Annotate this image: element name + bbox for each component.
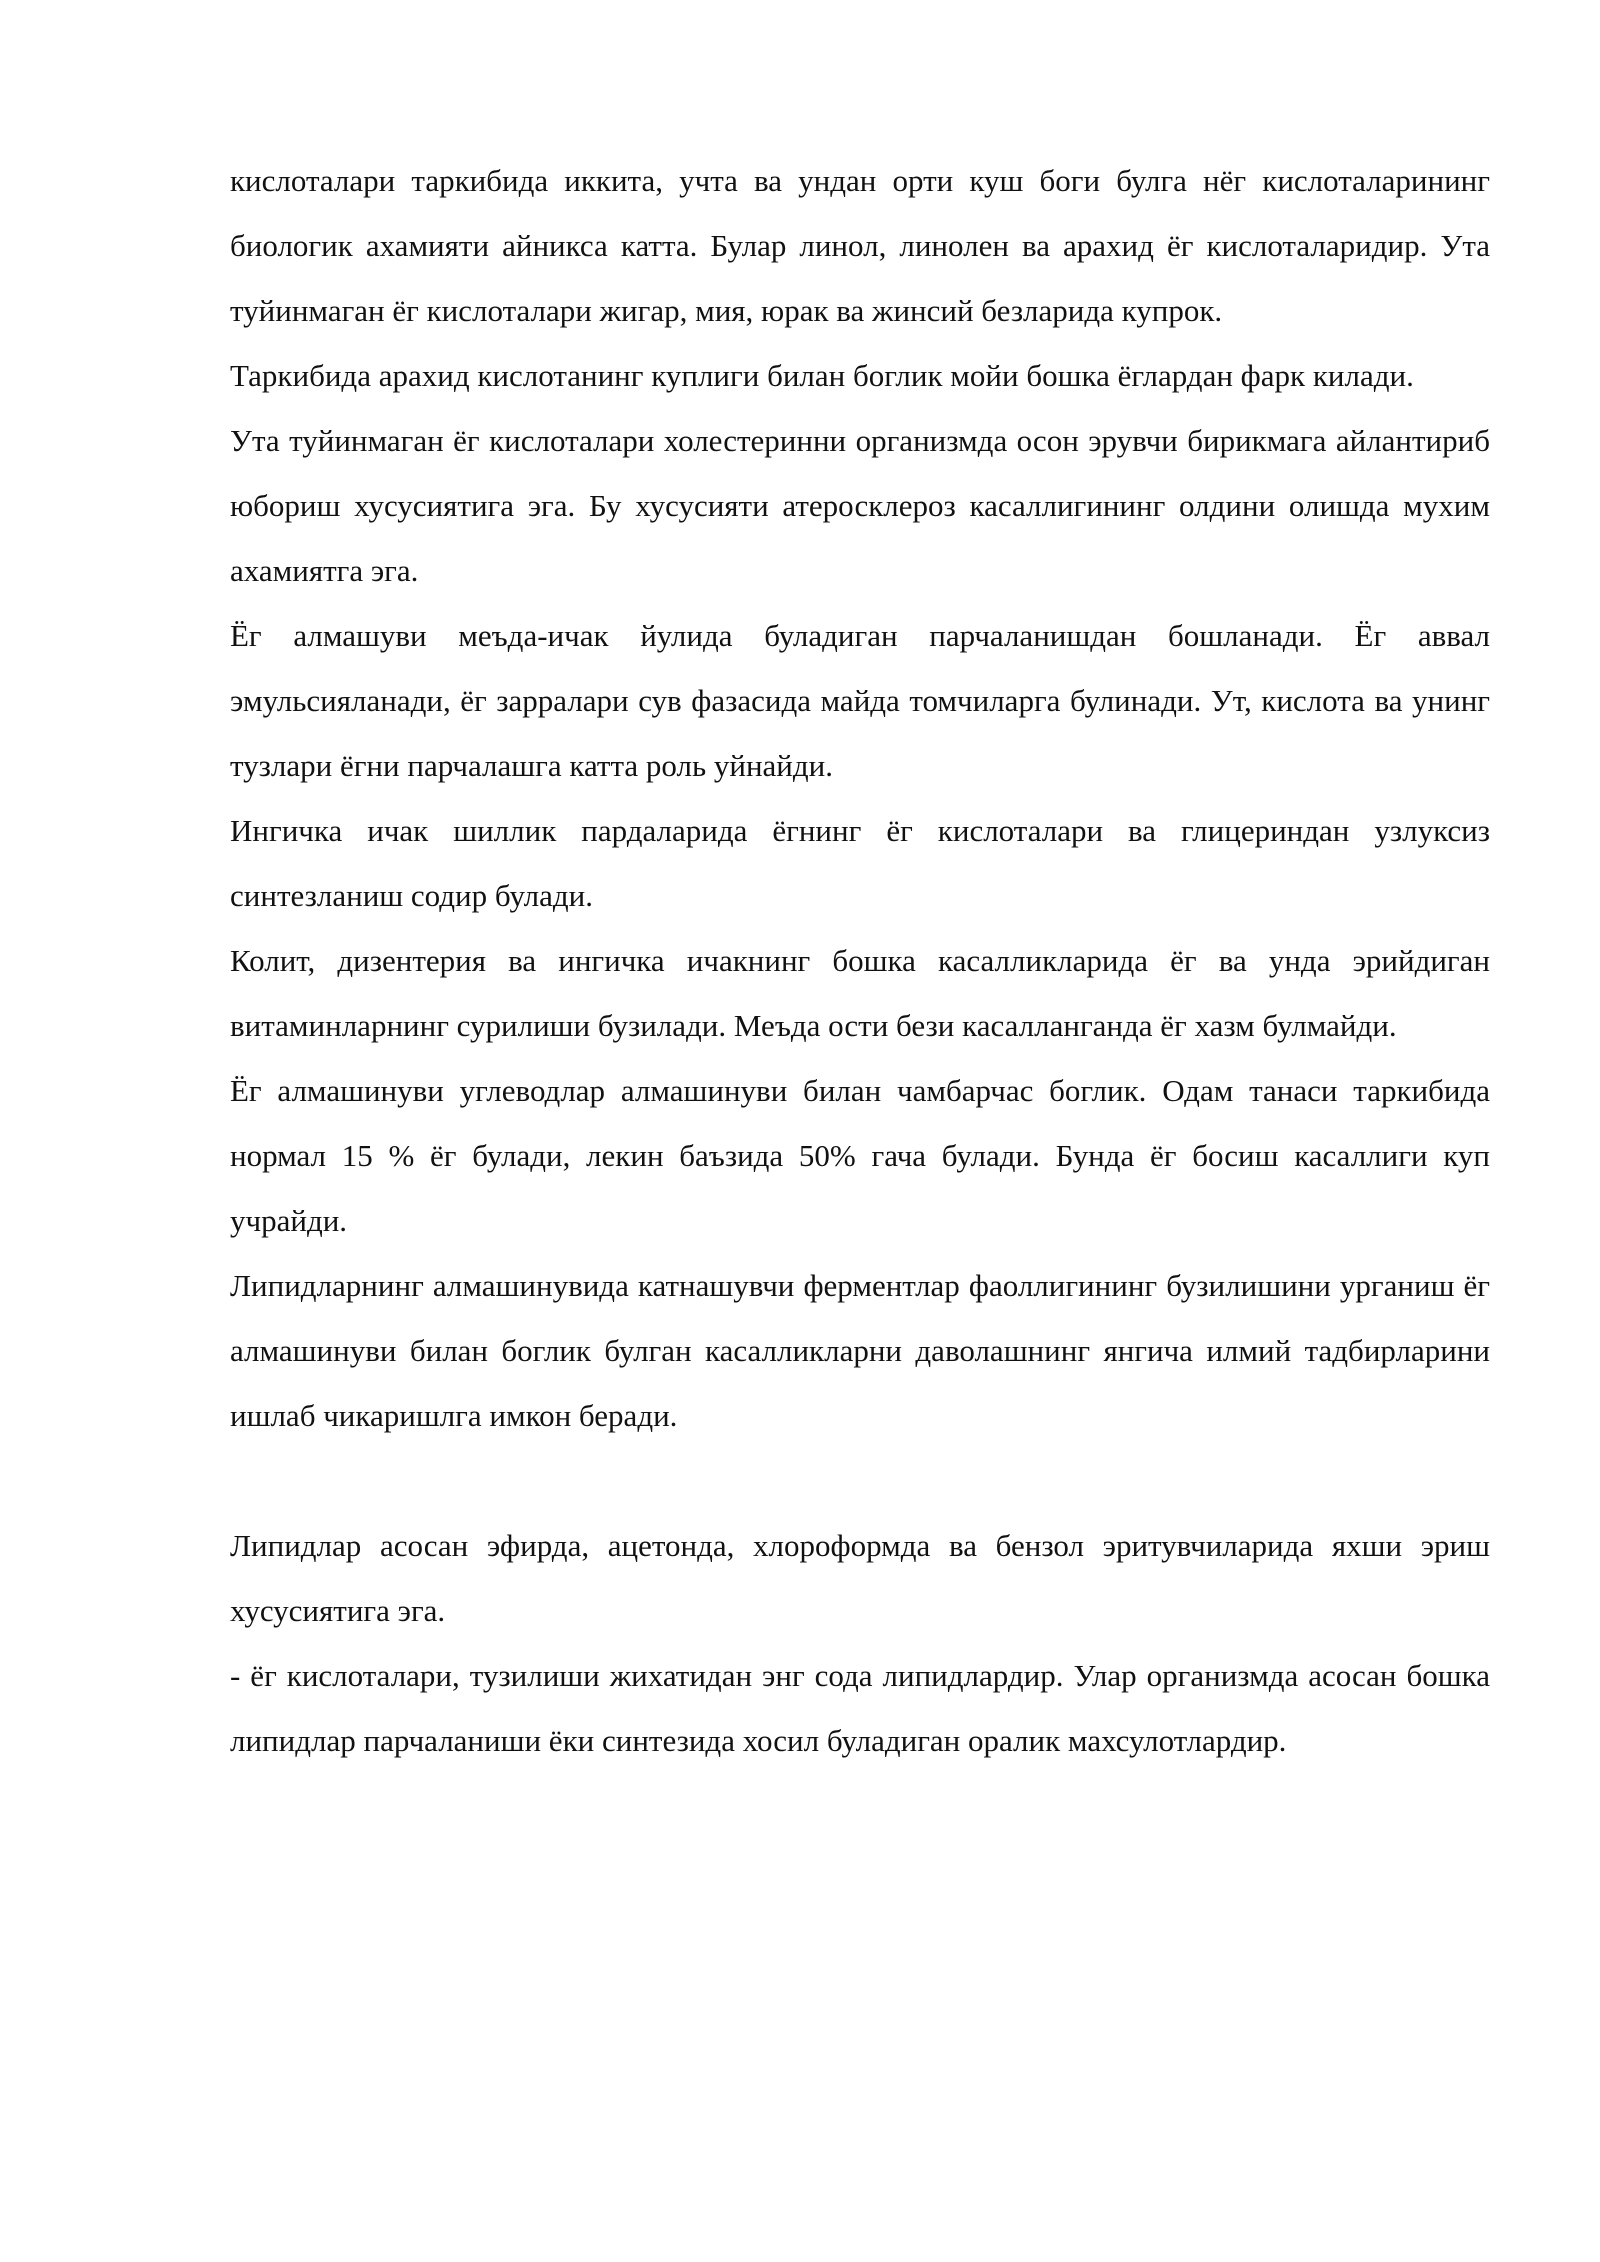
paragraph-9: Липидлар асосан эфирда, ацетонда, хлороформда ва бензол эритувчиларида яхши эриш хусусиятига эга. [230, 1528, 1490, 1628]
paragraph-6: Колит, дизентерия ва ингичка ичакнинг бошка касалликларида ёг ва унда эрийдиган витаминларнинг сурилиши бузилади. Меъда ости бези касалланганда ёг хазм булмайди. [230, 943, 1490, 1043]
paragraph-3: Ута туйинмаган ёг кислоталари холестеринни организмда осон эрувчи бирикмага айлантириб юбориш хусусиятига эга. Бу хусусияти атеросклероз касаллигининг олдини олишда мухим ахамиятга эга. [230, 423, 1490, 588]
paragraph-1: кислоталари таркибида иккита, учта ва ундан орти куш боги булга нёг кислоталарининг биологик ахамияти айникса катта. Булар линол, линолен ва арахид ёг кислоталаридир. Ута туйинмаган ёг кислоталари жигар, мия, юрак ва жинсий безларида купрок. [230, 163, 1490, 328]
paragraph-4: Ёг алмашуви меъда-ичак йулида буладиган парчаланишдан бошланади. Ёг аввал эмульсияланади, ёг зарралари сув фазасида майда томчиларга булинади. Ут, кислота ва унинг тузлари ёгни парчалашга катта роль уйнайди. [230, 618, 1490, 783]
document-body [230, 148, 1490, 1773]
paragraph-8: Липидларнинг алмашинувида катнашувчи ферментлар фаоллигининг бузилишини урганиш ёг алмашинуви билан боглик булган касалликларни даволашнинг янгича илмий тадбирларини ишлаб чикаришлга имкон беради. [230, 1268, 1490, 1433]
paragraph-10: - ёг кислоталари, тузилиши жихатидан энг сода липидлардир. Улар организмда асосан бошка липидлар парчаланиши ёки синтезида хосил буладиган оралик махсулотлардир. [230, 1658, 1490, 1758]
paragraph-5: Ингичка ичак шиллик пардаларида ёгнинг ёг кислоталари ва глицериндан узлуксиз синтезланиш содир булади. [230, 813, 1490, 913]
paragraph-2: Таркибида арахид кислотанинг куплиги билан боглик мойи бошка ёглардан фарк килади. [230, 358, 1414, 393]
paragraph-gap [230, 1448, 1490, 1513]
paragraph-7: Ёг алмашинуви углеводлар алмашинуви билан чамбарчас боглик. Одам танаси таркибида нормал 15 % ёг булади, лекин баъзида 50% гача булади. Бунда ёг босиш касаллиги куп учрайди. [230, 1073, 1490, 1238]
